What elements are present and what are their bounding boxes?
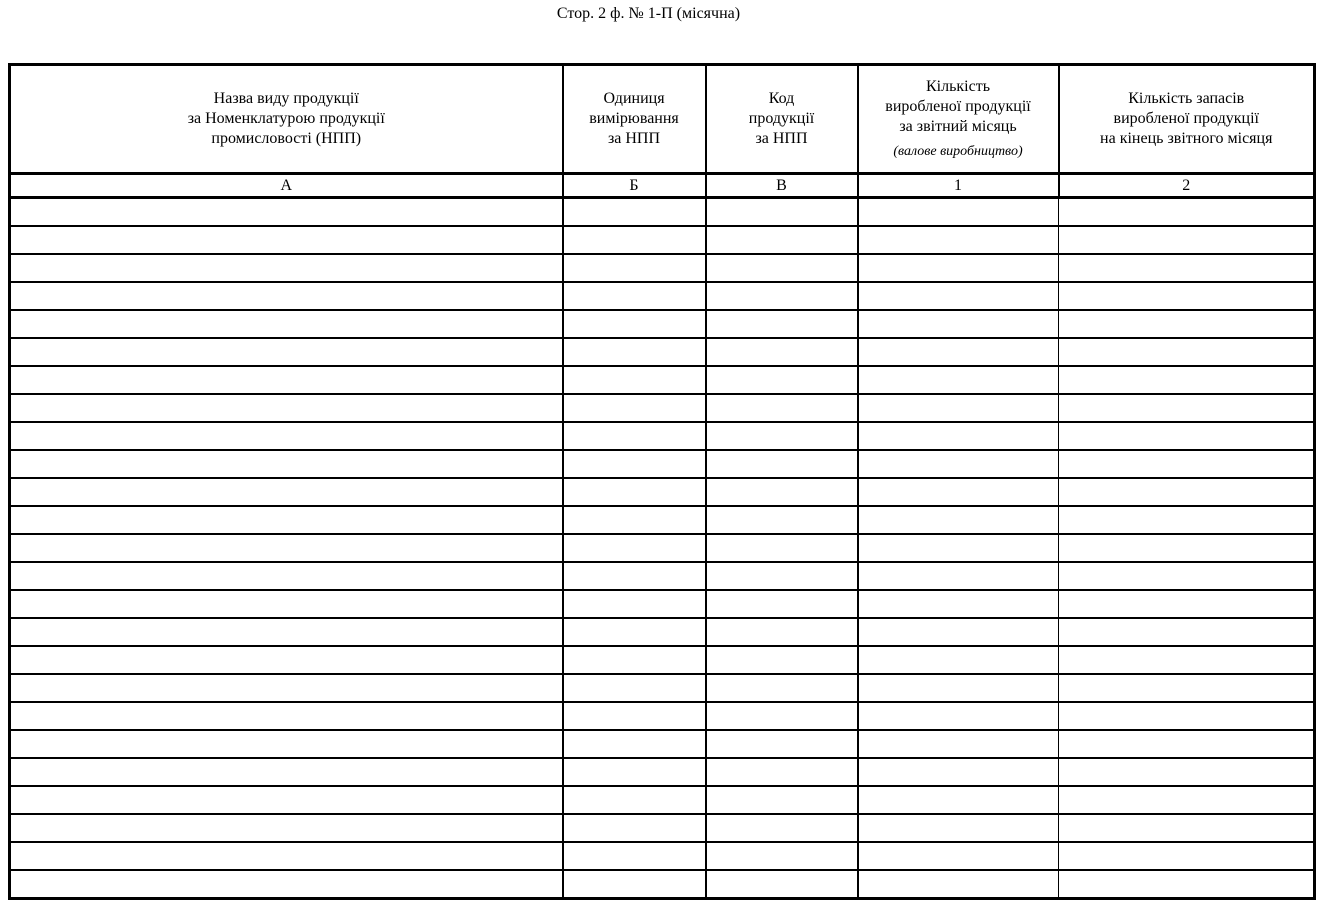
unit-cell[interactable] xyxy=(563,562,706,590)
table-row xyxy=(10,646,1315,674)
column-header-product-code: Код продукції за НПП xyxy=(706,65,858,174)
quantity-produced-cell[interactable] xyxy=(858,506,1059,534)
quantity-produced-cell[interactable] xyxy=(858,590,1059,618)
unit-cell[interactable] xyxy=(563,702,706,730)
column-code-b: Б xyxy=(563,174,706,198)
product-name-cell[interactable] xyxy=(10,870,563,899)
stock-quantity-cell[interactable] xyxy=(1059,394,1315,422)
table-body xyxy=(10,198,1315,899)
unit-cell[interactable] xyxy=(563,366,706,394)
stock-quantity-cell[interactable] xyxy=(1059,254,1315,282)
table-row xyxy=(10,590,1315,618)
quantity-produced-cell[interactable] xyxy=(858,422,1059,450)
product-name-cell[interactable] xyxy=(10,730,563,758)
product-name-cell[interactable] xyxy=(10,254,563,282)
stock-quantity-cell[interactable] xyxy=(1059,506,1315,534)
quantity-produced-cell[interactable] xyxy=(858,562,1059,590)
quantity-produced-cell[interactable] xyxy=(858,674,1059,702)
product-code-cell[interactable] xyxy=(706,618,858,646)
table-row xyxy=(10,198,1315,227)
product-code-cell[interactable] xyxy=(706,562,858,590)
stock-quantity-cell[interactable] xyxy=(1059,730,1315,758)
column-header-note: (валове виробництво) xyxy=(893,144,1023,159)
table-row xyxy=(10,310,1315,338)
unit-cell[interactable] xyxy=(563,674,706,702)
table-row xyxy=(10,478,1315,506)
stock-quantity-cell[interactable] xyxy=(1059,674,1315,702)
quantity-produced-cell[interactable] xyxy=(858,646,1059,674)
table-row xyxy=(10,394,1315,422)
table-row xyxy=(10,730,1315,758)
product-name-cell[interactable] xyxy=(10,590,563,618)
product-name-cell[interactable] xyxy=(10,310,563,338)
product-name-cell[interactable] xyxy=(10,282,563,310)
stock-quantity-cell[interactable] xyxy=(1059,534,1315,562)
quantity-produced-cell[interactable] xyxy=(858,534,1059,562)
quantity-produced-cell[interactable] xyxy=(858,814,1059,842)
column-header-quantity-produced: Кількість виробленої продукції за звітний місяць (валове виробництво) xyxy=(858,65,1059,174)
product-code-cell[interactable] xyxy=(706,310,858,338)
product-name-cell[interactable] xyxy=(10,702,563,730)
product-name-cell[interactable] xyxy=(10,198,563,227)
table-header-row xyxy=(10,65,1315,174)
table-row xyxy=(10,254,1315,282)
quantity-produced-cell[interactable] xyxy=(858,198,1059,227)
table-row xyxy=(10,506,1315,534)
product-name-cell[interactable] xyxy=(10,646,563,674)
unit-cell[interactable] xyxy=(563,814,706,842)
product-code-cell[interactable] xyxy=(706,590,858,618)
quantity-produced-cell[interactable] xyxy=(858,366,1059,394)
product-code-cell[interactable] xyxy=(706,730,858,758)
product-code-cell[interactable] xyxy=(706,506,858,534)
column-code-1: 1 xyxy=(858,174,1059,198)
product-name-cell[interactable] xyxy=(10,226,563,254)
table-row xyxy=(10,562,1315,590)
column-code-2: 2 xyxy=(1059,174,1315,198)
unit-cell[interactable] xyxy=(563,394,706,422)
product-code-cell[interactable] xyxy=(706,814,858,842)
product-code-cell[interactable] xyxy=(706,366,858,394)
unit-cell[interactable] xyxy=(563,338,706,366)
product-name-cell[interactable] xyxy=(10,842,563,870)
stock-quantity-cell[interactable] xyxy=(1059,198,1315,227)
quantity-produced-cell[interactable] xyxy=(858,450,1059,478)
unit-cell[interactable] xyxy=(563,870,706,899)
product-code-cell[interactable] xyxy=(706,702,858,730)
unit-cell[interactable] xyxy=(563,422,706,450)
product-name-cell[interactable] xyxy=(10,422,563,450)
stock-quantity-cell[interactable] xyxy=(1059,870,1315,899)
quantity-produced-cell[interactable] xyxy=(858,478,1059,506)
quantity-produced-cell[interactable] xyxy=(858,338,1059,366)
quantity-produced-cell[interactable] xyxy=(858,758,1059,786)
product-name-cell[interactable] xyxy=(10,786,563,814)
table-row xyxy=(10,338,1315,366)
unit-cell[interactable] xyxy=(563,310,706,338)
table-row xyxy=(10,422,1315,450)
quantity-produced-cell[interactable] xyxy=(858,226,1059,254)
unit-cell[interactable] xyxy=(563,534,706,562)
stock-quantity-cell[interactable] xyxy=(1059,478,1315,506)
product-name-cell[interactable] xyxy=(10,618,563,646)
stock-quantity-cell[interactable] xyxy=(1059,814,1315,842)
stock-quantity-cell[interactable] xyxy=(1059,758,1315,786)
product-code-cell[interactable] xyxy=(706,646,858,674)
product-code-cell[interactable] xyxy=(706,422,858,450)
table-row xyxy=(10,702,1315,730)
unit-cell[interactable] xyxy=(563,450,706,478)
stock-quantity-cell[interactable] xyxy=(1059,562,1315,590)
product-name-cell[interactable] xyxy=(10,674,563,702)
stock-quantity-cell[interactable] xyxy=(1059,786,1315,814)
table-row xyxy=(10,814,1315,842)
unit-cell[interactable] xyxy=(563,226,706,254)
product-code-cell[interactable] xyxy=(706,842,858,870)
table-row xyxy=(10,366,1315,394)
product-name-cell[interactable] xyxy=(10,366,563,394)
stock-quantity-cell[interactable] xyxy=(1059,282,1315,310)
table-row xyxy=(10,450,1315,478)
product-code-cell[interactable] xyxy=(706,254,858,282)
quantity-produced-cell[interactable] xyxy=(858,870,1059,899)
production-table xyxy=(8,63,1316,900)
product-code-cell[interactable] xyxy=(706,786,858,814)
table-row xyxy=(10,758,1315,786)
product-code-cell[interactable] xyxy=(706,450,858,478)
unit-cell[interactable] xyxy=(563,198,706,227)
table-row xyxy=(10,842,1315,870)
unit-cell[interactable] xyxy=(563,618,706,646)
table-row xyxy=(10,674,1315,702)
stock-quantity-cell[interactable] xyxy=(1059,618,1315,646)
stock-quantity-cell[interactable] xyxy=(1059,226,1315,254)
quantity-produced-cell[interactable] xyxy=(858,786,1059,814)
quantity-produced-cell[interactable] xyxy=(858,254,1059,282)
column-header-stock-quantity: Кількість запасів виробленої продукції на кінець звітного місяця xyxy=(1059,65,1315,174)
stock-quantity-cell[interactable] xyxy=(1059,338,1315,366)
unit-cell[interactable] xyxy=(563,730,706,758)
product-name-cell[interactable] xyxy=(10,478,563,506)
unit-cell[interactable] xyxy=(563,254,706,282)
product-code-cell[interactable] xyxy=(706,282,858,310)
column-code-v: В xyxy=(706,174,858,198)
product-name-cell[interactable] xyxy=(10,506,563,534)
product-name-cell[interactable] xyxy=(10,562,563,590)
table-row xyxy=(10,282,1315,310)
product-code-cell[interactable] xyxy=(706,394,858,422)
product-code-cell[interactable] xyxy=(706,226,858,254)
stock-quantity-cell[interactable] xyxy=(1059,842,1315,870)
unit-cell[interactable] xyxy=(563,282,706,310)
product-name-cell[interactable] xyxy=(10,814,563,842)
product-code-cell[interactable] xyxy=(706,338,858,366)
quantity-produced-cell[interactable] xyxy=(858,842,1059,870)
quantity-produced-cell[interactable] xyxy=(858,282,1059,310)
product-name-cell[interactable] xyxy=(10,534,563,562)
product-name-cell[interactable] xyxy=(10,450,563,478)
quantity-produced-cell[interactable] xyxy=(858,310,1059,338)
unit-cell[interactable] xyxy=(563,590,706,618)
product-code-cell[interactable] xyxy=(706,674,858,702)
column-code-a: А xyxy=(10,174,563,198)
stock-quantity-cell[interactable] xyxy=(1059,702,1315,730)
product-name-cell[interactable] xyxy=(10,758,563,786)
stock-quantity-cell[interactable] xyxy=(1059,366,1315,394)
quantity-produced-cell[interactable] xyxy=(858,394,1059,422)
table-row xyxy=(10,534,1315,562)
stock-quantity-cell[interactable] xyxy=(1059,422,1315,450)
table-row xyxy=(10,786,1315,814)
unit-cell[interactable] xyxy=(563,506,706,534)
table-row xyxy=(10,870,1315,899)
product-code-cell[interactable] xyxy=(706,478,858,506)
stock-quantity-cell[interactable] xyxy=(1059,450,1315,478)
table-row xyxy=(10,618,1315,646)
table-row xyxy=(10,226,1315,254)
product-name-cell[interactable] xyxy=(10,394,563,422)
product-code-cell[interactable] xyxy=(706,534,858,562)
quantity-produced-cell[interactable] xyxy=(858,730,1059,758)
product-code-cell[interactable] xyxy=(706,198,858,227)
column-code-row xyxy=(10,174,1315,198)
column-header-product-name: Назва виду продукції за Номенклатурою продукції промисловості (НПП) xyxy=(10,65,563,174)
stock-quantity-cell[interactable] xyxy=(1059,310,1315,338)
column-header-unit: Одиниця вимірювання за НПП xyxy=(563,65,706,174)
product-name-cell[interactable] xyxy=(10,338,563,366)
unit-cell[interactable] xyxy=(563,646,706,674)
quantity-produced-cell[interactable] xyxy=(858,702,1059,730)
stock-quantity-cell[interactable] xyxy=(1059,590,1315,618)
unit-cell[interactable] xyxy=(563,478,706,506)
unit-cell[interactable] xyxy=(563,758,706,786)
product-code-cell[interactable] xyxy=(706,758,858,786)
stock-quantity-cell[interactable] xyxy=(1059,646,1315,674)
quantity-produced-cell[interactable] xyxy=(858,618,1059,646)
unit-cell[interactable] xyxy=(563,842,706,870)
page-header: Стор. 2 ф. № 1-П (місячна) xyxy=(556,5,741,22)
product-code-cell[interactable] xyxy=(706,870,858,899)
unit-cell[interactable] xyxy=(563,786,706,814)
